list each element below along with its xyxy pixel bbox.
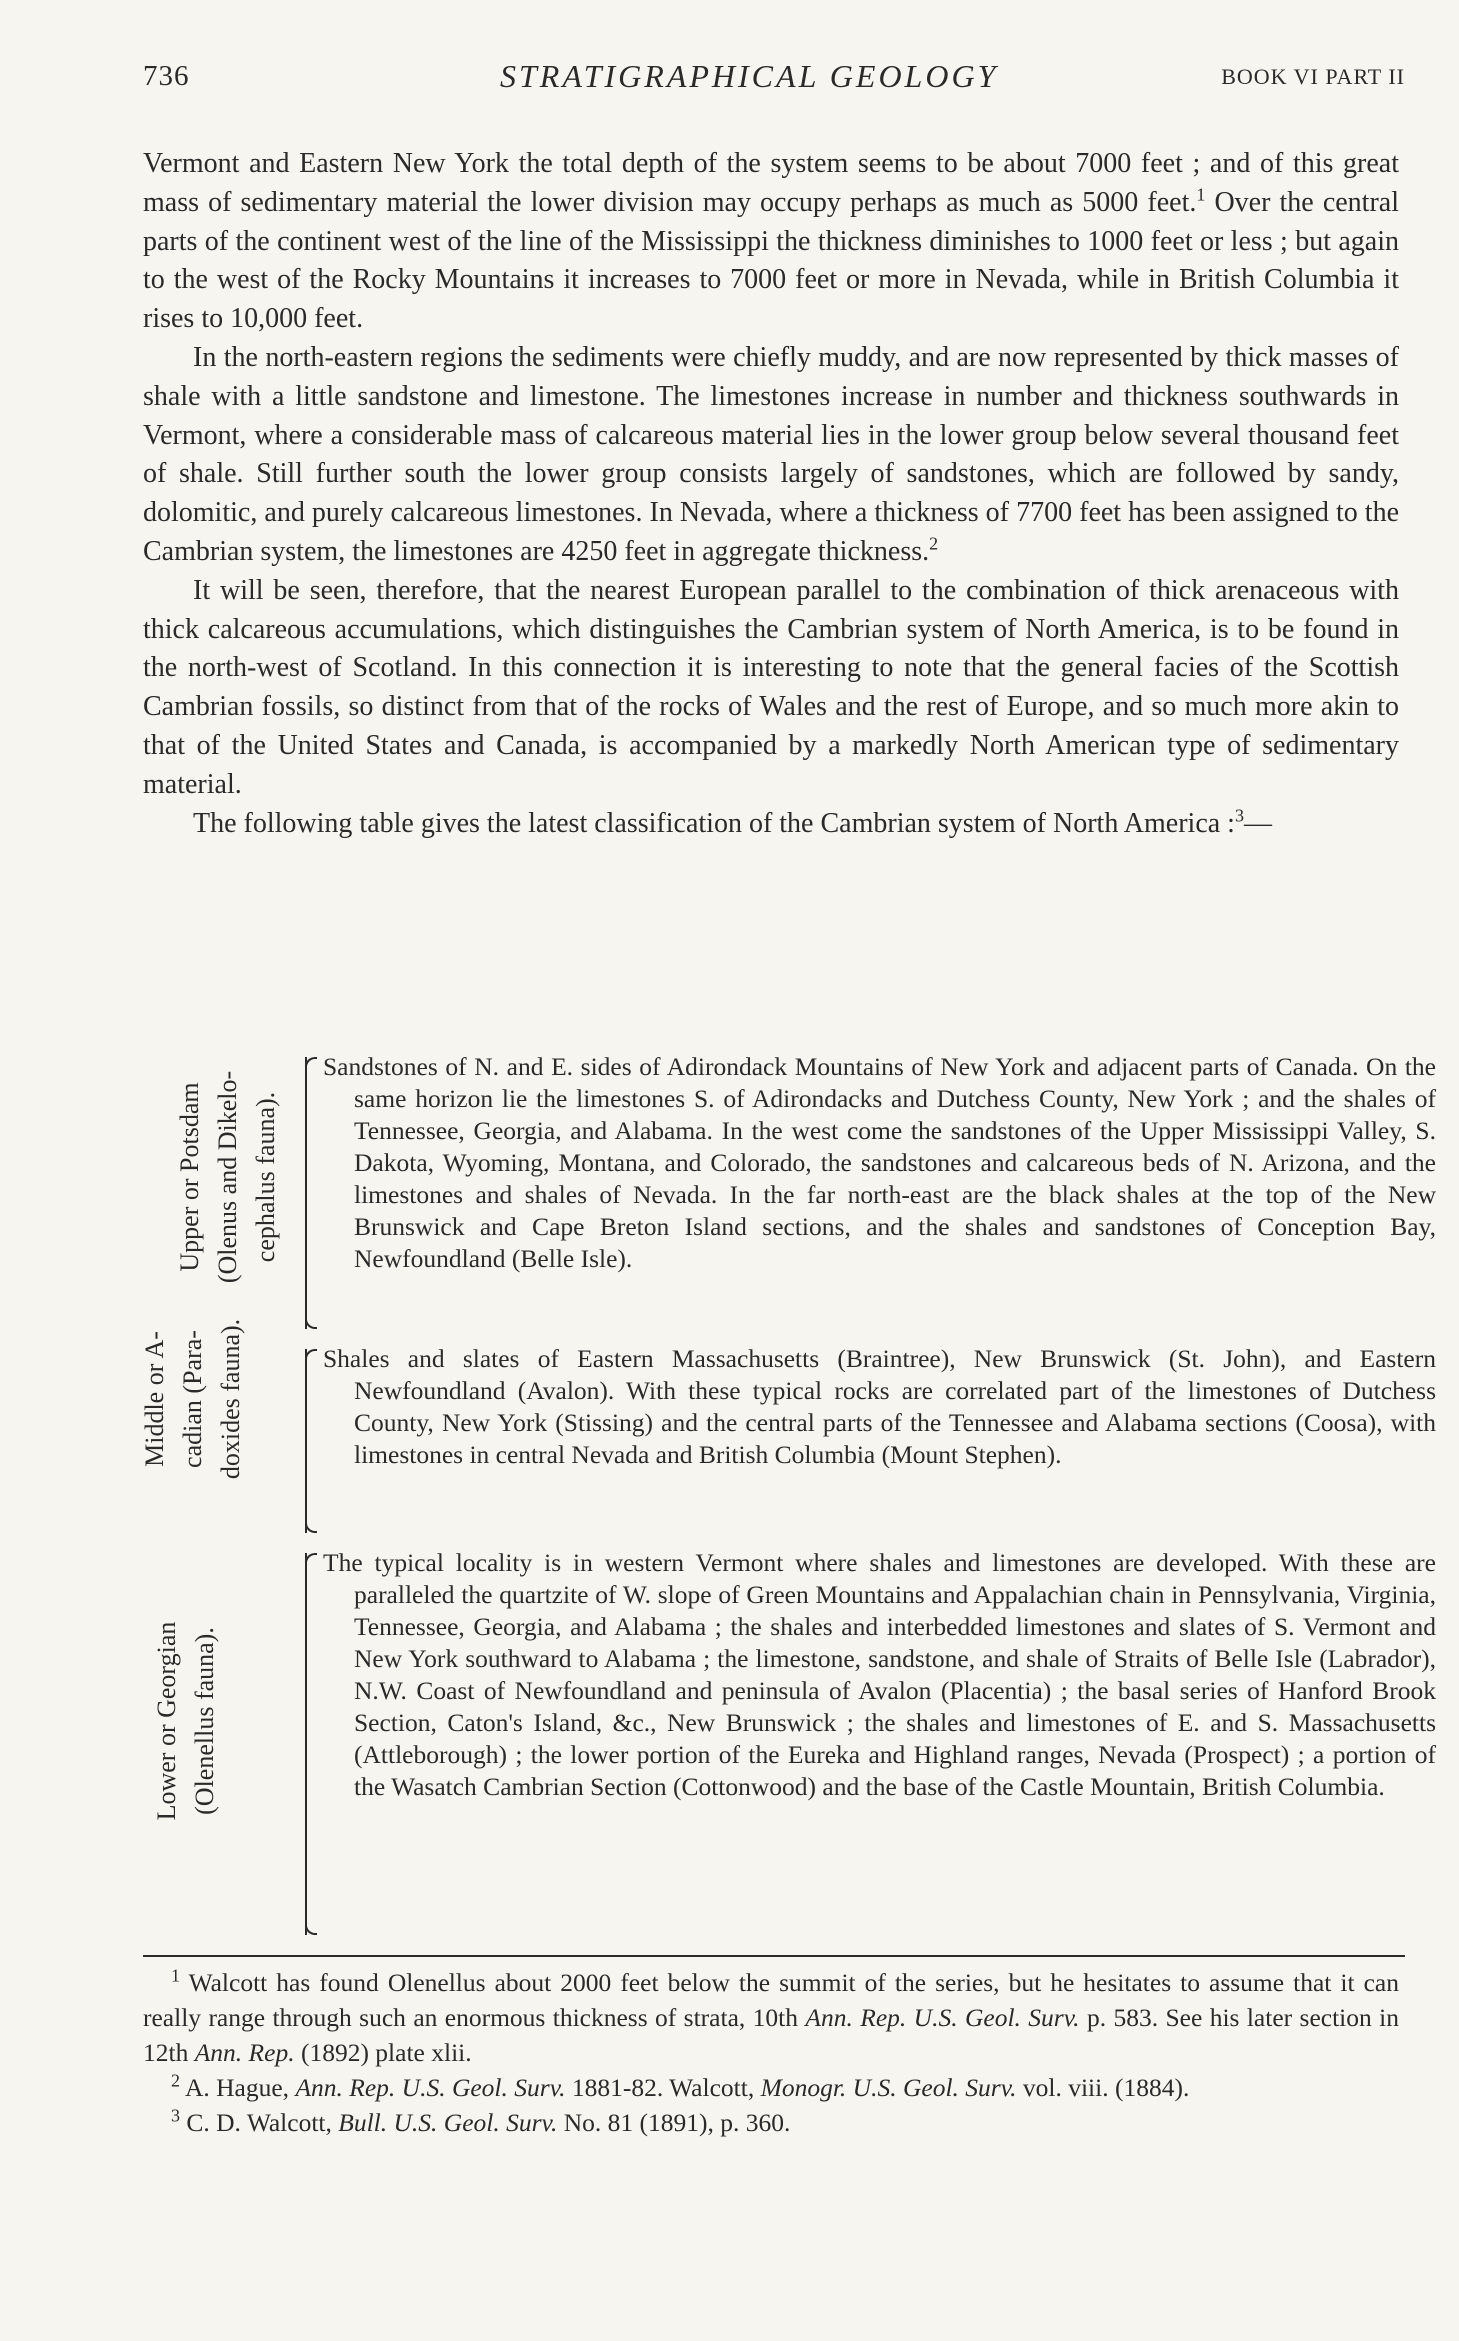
- page-number: 736: [143, 60, 190, 92]
- paragraph-2: In the north-eastern regions the sediments were chiefly muddy, and are now represented by thick masses of shale with a little sandstone and limestone. The limestones increase in number and thickness southwards in Vermont, where a considerable mass of calcareous material lies in the lower group below several thousand feet of shale. Still further south the lower group consists largely of sandstones, which are followed by sandy, dolomitic, and purely calcareous limestones. In Nevada, where a thickness of 7700 feet has been assigned to the Cambrian system, the limestones are 4250 feet in aggregate thickness.$^2$: [143, 341, 1399, 567]
- upper-label-1: Upper or Potsdam: [175, 1082, 204, 1272]
- upper-label-2: (Olenus and Dikelo-: [213, 1070, 242, 1284]
- lower-label-2: (Olenellus fauna).: [190, 1627, 219, 1815]
- middle-description: Shales and slates of Eastern Massachusetts (Braintree), New Brunswick (St. John), and Eastern Newfoundland (Avalon). With these typical rocks are correlated part of the limestones of Dutchess County, New York (Stissing) and the central parts of the Tennessee and Alabama sections (Coosa), with limestones in central Nevada and British Columbia (Mount Stephen).: [323, 1344, 1436, 1469]
- page-header: [143, 52, 1405, 100]
- footnote-divider: [143, 1955, 1405, 1957]
- lower-description: The typical locality is in western Vermont where shales and limestones are developed. With these are paralleled the quartzite of W. slope of Green Mountains and Appalachian chain in Pennsylvania, Virginia, Tennessee, Georgia, and Alabama ; the shales and interbedded limestones and slates of S. Vermont and New York southward to Alabama ; the limestone, sandstone, and shale of Straits of Belle Isle (Labrador), N.W. Coast of Newfoundland and peninsula of Avalon (Placentia) ; the basal series of Hanford Brook Section, Caton's Island, &c., New Brunswick ; the shales and limestones of E. and S. Massachusetts (Attleborough) ; the lower portion of the Eureka and Highland ranges, Nevada (Prospect) ; a portion of the Wasatch Cambrian Section (Cottonwood) and the base of the Castle Mountain, British Columbia.: [323, 1548, 1436, 1801]
- body-text: [143, 145, 1399, 843]
- footnotes: [143, 1965, 1399, 2140]
- middle-label-1: Middle or A-: [140, 1331, 169, 1467]
- footnote-2: $^2$ A. Hague, Ann. Rep. U.S. Geol. Surv. 1881-82. Walcott, Monogr. U.S. Geol. Surv. vol. viii. (1884).: [171, 2070, 1190, 2102]
- middle-brace: [305, 1349, 307, 1533]
- paragraph-3: It will be seen, therefore, that the nearest European parallel to the combination of thick arenaceous with thick calcareous accumulations, which distinguishes the Cambrian system of North America, is to be found in the north-west of Scotland. In this connection it is interesting to note that the general facies of the Scottish Cambrian fossils, so distinct from that of the rocks of Wales and the rest of Europe, and so much more akin to that of the United States and Canada, is accompanied by a markedly North American type of sedimentary material.: [143, 574, 1399, 800]
- footnote-ref-3: 3: [1234, 805, 1244, 826]
- upper-description: Sandstones of N. and E. sides of Adirondack Mountains of New York and adjacent parts of Canada. On the same horizon lie the limestones S. of Adirondacks and Dutchess County, New York ; and the shales of Tennessee, Georgia, and Alabama. In the west come the sandstones of the Upper Mississippi Valley, S. Dakota, Wyoming, Montana, and Colorado, the sandstones and calcareous beds of N. Arizona, and the limestones and shales of Nevada. In the far north-east are the black shales at the top of the New Brunswick and Cape Breton Island sections, and the shales and sandstones of Conception Bay, Newfoundland (Belle Isle).: [323, 1052, 1436, 1273]
- middle-label-2: cadian (Para-: [178, 1330, 207, 1468]
- footnote-ref-2: 2: [929, 533, 939, 554]
- running-title: STRATIGRAPHICAL GEOLOGY: [500, 58, 999, 94]
- cambrian-classification-table: [140, 1047, 1436, 1937]
- lower-label-1: Lower or Georgian: [152, 1621, 181, 1821]
- upper-brace: [305, 1057, 307, 1329]
- lower-brace: [305, 1553, 307, 1935]
- upper-label-3: cephalus fauna).: [251, 1091, 280, 1263]
- paragraph-1: Vermont and Eastern New York the total depth of the system seems to be about 7000 feet ; and of this great mass of sedimentary material the lower division may occupy perhaps as much as 5000 feet.$^1$ Over the central parts of the continent west of the line of the Mississippi the thickness diminishes to 1000 feet or less ; but again to the west of the Rocky Mountains it increases to 7000 feet or more in Nevada, while in British Columbia it rises to 10,000 feet.: [143, 148, 1399, 335]
- middle-label-3: doxides fauna).: [216, 1318, 245, 1480]
- paragraph-4: The following table gives the latest classification of the Cambrian system of North America :$^3$—: [193, 805, 1272, 839]
- book-part: BOOK VI PART II: [1221, 64, 1405, 89]
- footnote-3: $^3$ C. D. Walcott, Bull. U.S. Geol. Surv. No. 81 (1891), p. 360.: [171, 2105, 791, 2137]
- footnote-1: $^1$ Walcott has found Olenellus about 2000 feet below the summit of the series, but he hesitates to assume that it can really range through such an enormous thickness of strata, 10th Ann. Rep. U.S. Geol. Surv. p. 583. See his later section in 12th Ann. Rep. (1892) plate xlii.: [143, 1965, 1399, 2067]
- footnote-ref-1: 1: [1196, 184, 1206, 205]
